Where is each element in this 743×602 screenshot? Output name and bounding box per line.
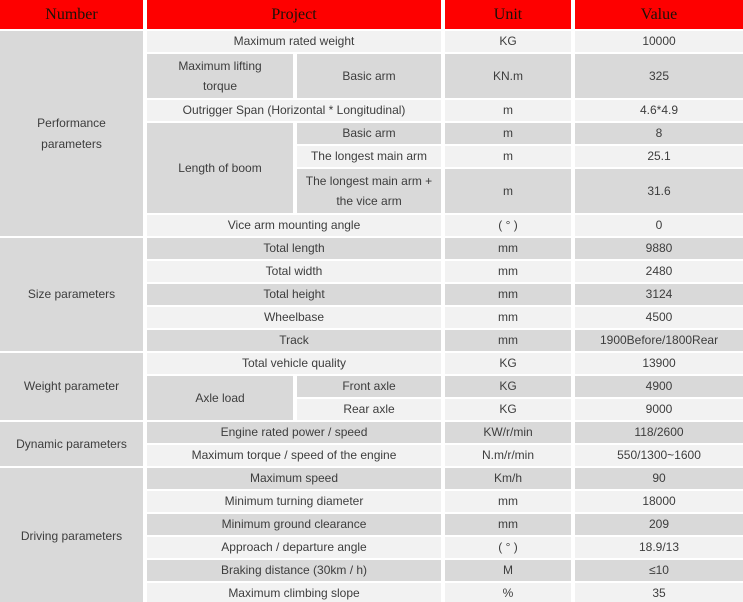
unit-cell: Km/h — [445, 468, 571, 489]
value-cell: 31.6 — [575, 169, 743, 213]
value-cell: 8 — [575, 123, 743, 144]
value-cell: 1900Before/1800Rear — [575, 330, 743, 351]
value-cell: 325 — [575, 54, 743, 98]
unit-cell: m — [445, 123, 571, 144]
group-cell-dynamic-parameters: Dynamic parameters — [0, 422, 143, 466]
unit-cell: % — [445, 583, 571, 602]
value-cell: 25.1 — [575, 146, 743, 167]
project-cell: Total length — [147, 238, 441, 259]
project-sub-cell: Basic arm — [297, 54, 441, 98]
value-cell: 2480 — [575, 261, 743, 282]
project-cell: Minimum ground clearance — [147, 514, 441, 535]
project-cell: Braking distance (30km / h) — [147, 560, 441, 581]
value-cell: 118/2600 — [575, 422, 743, 443]
header-number: Number — [0, 0, 143, 29]
project-cell: Vice arm mounting angle — [147, 215, 441, 236]
unit-cell: m — [445, 169, 571, 213]
unit-cell: KN.m — [445, 54, 571, 98]
table-row — [0, 31, 743, 52]
value-cell: 10000 — [575, 31, 743, 52]
project-cell: Maximum speed — [147, 468, 441, 489]
unit-cell: mm — [445, 491, 571, 512]
unit-cell: mm — [445, 238, 571, 259]
group-cell-weight-parameter: Weight parameter — [0, 353, 143, 420]
project-group-cell: Axle load — [147, 376, 293, 420]
group-cell-performance-parameters: Performance parameters — [0, 31, 143, 236]
project-cell: Track — [147, 330, 441, 351]
unit-cell: m — [445, 100, 571, 121]
unit-cell: mm — [445, 284, 571, 305]
project-cell: Maximum torque / speed of the engine — [147, 445, 441, 466]
project-group-cell: Length of boom — [147, 123, 293, 213]
project-cell: Total width — [147, 261, 441, 282]
project-cell: Minimum turning diameter — [147, 491, 441, 512]
group-cell-driving-parameters: Driving parameters — [0, 468, 143, 602]
value-cell: 4900 — [575, 376, 743, 397]
value-cell: 0 — [575, 215, 743, 236]
unit-cell: KG — [445, 376, 571, 397]
project-sub-cell: The longest main arm — [297, 146, 441, 167]
value-cell: 550/1300~1600 — [575, 445, 743, 466]
unit-cell: N.m/r/min — [445, 445, 571, 466]
value-cell: 9000 — [575, 399, 743, 420]
header-project: Project — [147, 0, 441, 29]
value-cell: 209 — [575, 514, 743, 535]
unit-cell: KG — [445, 31, 571, 52]
unit-cell: M — [445, 560, 571, 581]
value-cell: 3124 — [575, 284, 743, 305]
header-unit: Unit — [445, 0, 571, 29]
value-cell: 18000 — [575, 491, 743, 512]
project-sub-cell: Rear axle — [297, 399, 441, 420]
table-row — [0, 353, 743, 374]
project-cell: Total vehicle quality — [147, 353, 441, 374]
unit-cell: mm — [445, 330, 571, 351]
header-value: Value — [575, 0, 743, 29]
unit-cell: ( ° ) — [445, 215, 571, 236]
group-cell-size-parameters: Size parameters — [0, 238, 143, 351]
table-row — [0, 422, 743, 443]
unit-cell: mm — [445, 261, 571, 282]
unit-cell: KG — [445, 399, 571, 420]
table-row — [0, 468, 743, 489]
value-cell: ≤10 — [575, 560, 743, 581]
unit-cell: mm — [445, 307, 571, 328]
value-cell: 90 — [575, 468, 743, 489]
value-cell: 4500 — [575, 307, 743, 328]
project-cell: Outrigger Span (Horizontal * Longitudinal) — [147, 100, 441, 121]
project-sub-cell: The longest main arm + the vice arm — [297, 169, 441, 213]
unit-cell: KG — [445, 353, 571, 374]
unit-cell: KW/r/min — [445, 422, 571, 443]
project-sub-cell: Front axle — [297, 376, 441, 397]
project-cell: Total height — [147, 284, 441, 305]
unit-cell: mm — [445, 514, 571, 535]
value-cell: 4.6*4.9 — [575, 100, 743, 121]
project-cell: Engine rated power / speed — [147, 422, 441, 443]
unit-cell: ( ° ) — [445, 537, 571, 558]
value-cell: 35 — [575, 583, 743, 602]
header-row — [0, 0, 743, 29]
value-cell: 13900 — [575, 353, 743, 374]
value-cell: 9880 — [575, 238, 743, 259]
project-cell: Approach / departure angle — [147, 537, 441, 558]
project-cell: Wheelbase — [147, 307, 441, 328]
project-cell: Maximum rated weight — [147, 31, 441, 52]
project-sub-cell: Basic arm — [297, 123, 441, 144]
value-cell: 18.9/13 — [575, 537, 743, 558]
project-group-cell: Maximum lifting torque — [147, 54, 293, 98]
unit-cell: m — [445, 146, 571, 167]
table-row — [0, 238, 743, 259]
project-cell: Maximum climbing slope — [147, 583, 441, 602]
